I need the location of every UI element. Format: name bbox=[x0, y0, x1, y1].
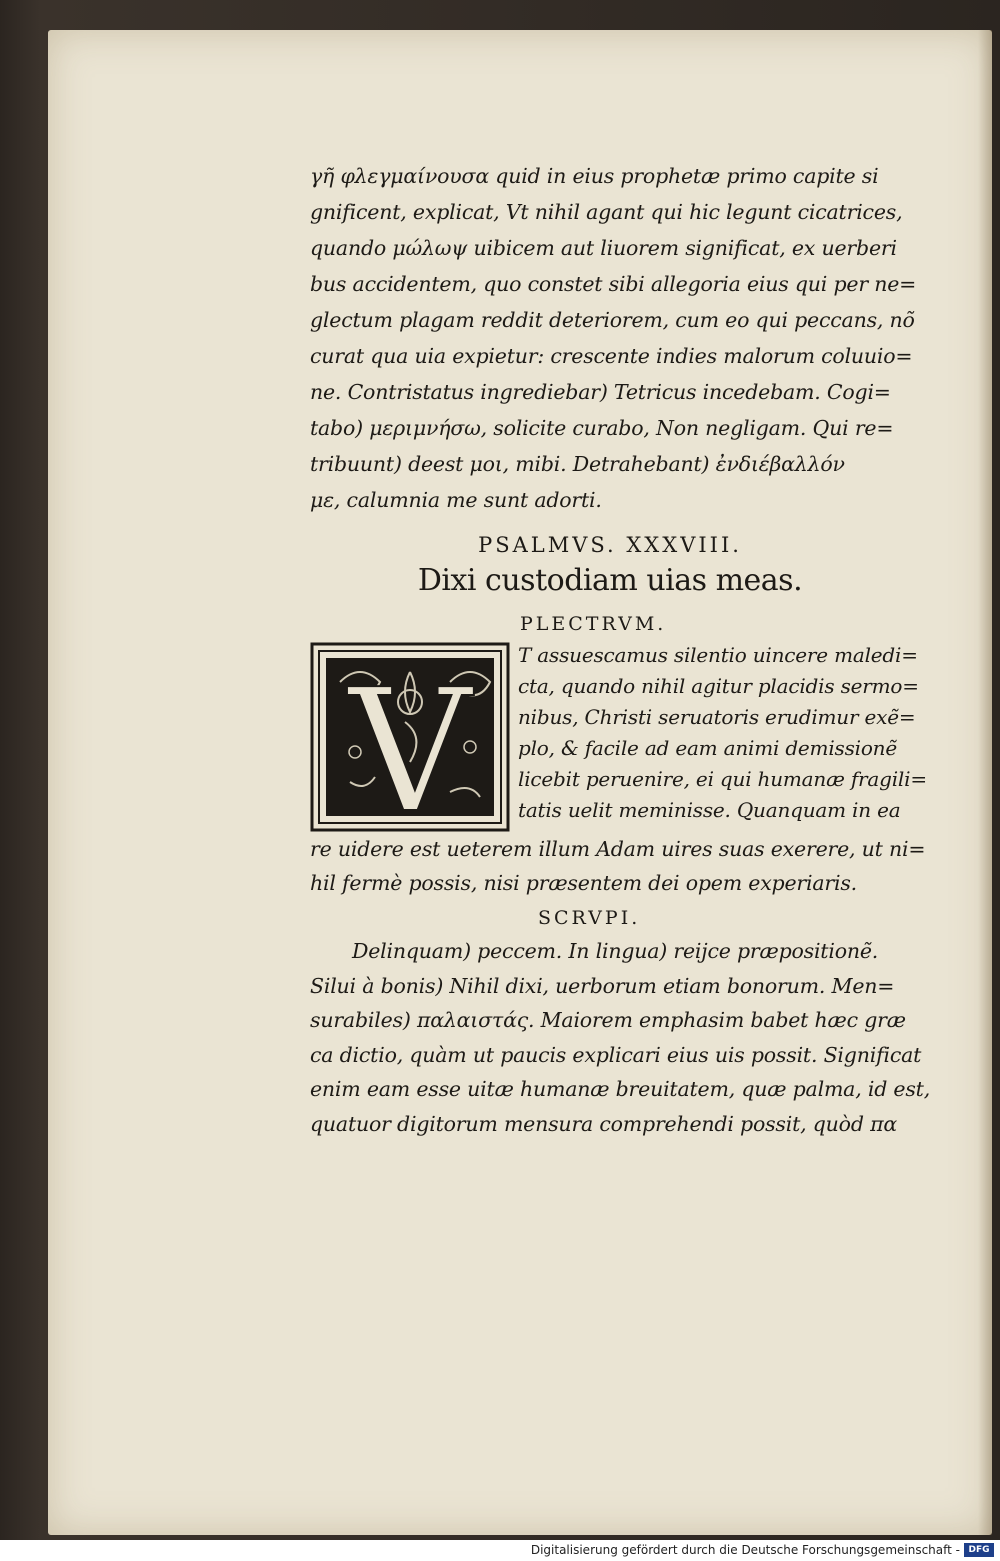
text-line: ne. Contristatus ingrediebar) Tetricus incedebam. Cogi= bbox=[310, 380, 891, 404]
text-block bbox=[310, 158, 950, 1141]
text-line: re uidere est ueterem illum Adam uires suas exerere, ut ni= bbox=[310, 837, 926, 861]
text-line: plo, & facile ad eam animi demissionẽ bbox=[518, 736, 897, 760]
paragraph-continued bbox=[310, 832, 950, 900]
text-line: gnificent, explicat, Vt nihil agant qui hic legunt cicatrices, bbox=[310, 200, 903, 224]
scrupi-heading: SCRVPI. bbox=[538, 907, 641, 929]
text-line: hil fermè possis, nisi præsentem dei opem experiaris. bbox=[310, 871, 857, 895]
plectrum-heading: PLECTRVM. bbox=[520, 613, 667, 635]
psalm-heading: PSALMVS. XXXVIII. bbox=[478, 533, 742, 557]
text-line: surabiles) παλαιστάς. Maiorem emphasim babet hæc græ bbox=[310, 1008, 906, 1032]
digitization-footer bbox=[0, 1540, 1000, 1561]
text-line: tatis uelit meminisse. Quanquam in ea bbox=[518, 798, 901, 822]
ornamental-initial-icon bbox=[310, 642, 510, 832]
text-line: curat qua uia expietur: crescente indies malorum coluuio= bbox=[310, 344, 913, 368]
text-line: Silui à bonis) Nihil dixi, uerborum etiam bonorum. Men= bbox=[310, 973, 895, 998]
text-line: quando μώλωψ uibicem aut liuorem significat, ex uerberi bbox=[310, 236, 897, 260]
svg-text:V: V bbox=[348, 653, 472, 832]
text-line: Delinquam) peccem. In lingua) reijce præpositionẽ. bbox=[352, 939, 879, 963]
book-page bbox=[48, 30, 992, 1535]
initial-text-lines bbox=[518, 640, 950, 832]
dfg-logo-icon: DFG bbox=[964, 1543, 994, 1557]
text-line: quatuor digitorum mensura comprehendi possit, quòd πα bbox=[310, 1111, 897, 1136]
text-line: T assuescamus silentio uincere maledi= bbox=[518, 643, 918, 667]
decorated-initial-v bbox=[310, 642, 510, 832]
initial-paragraph bbox=[310, 640, 950, 832]
text-line: γῆ φλεγμαίνουσα quid in eius prophetæ primo capite si bbox=[310, 164, 879, 188]
paragraph-top bbox=[310, 158, 950, 518]
text-line: glectum plagam reddit deteriorem, cum eo qui peccans, nõ bbox=[310, 308, 915, 332]
text-line: tabo) μεριμνήσω, solicite curabo, Non negligam. Qui re= bbox=[310, 416, 894, 440]
plectrum-section bbox=[310, 608, 950, 900]
text-line: ca dictio, quàm ut paucis explicari eius uis possit. Significat bbox=[310, 1042, 922, 1067]
scrupi-section bbox=[310, 902, 950, 1141]
text-line: enim eam esse uitæ humanæ breuitatem, quæ palma, id est, bbox=[310, 1077, 931, 1101]
text-line: licebit peruenire, ei qui humanæ fragili= bbox=[518, 767, 927, 791]
psalm-title: Dixi custodiam uias meas. bbox=[417, 563, 803, 598]
text-line: cta, quando nihil agitur placidis sermo= bbox=[518, 674, 919, 698]
text-line: tribuunt) deest μοι, mibi. Detrahebant) ἐνδιέβαλλόν bbox=[310, 452, 845, 476]
text-line: nibus, Christi seruatoris erudimur exẽ= bbox=[518, 705, 916, 729]
text-line: με, calumnia me sunt adorti. bbox=[310, 488, 602, 512]
text-line: bus accidentem, quo constet sibi allegoria eius qui per ne= bbox=[310, 272, 917, 296]
footer-credit-text: Digitalisierung gefördert durch die Deutsche Forschungsgemeinschaft - bbox=[530, 1543, 960, 1557]
